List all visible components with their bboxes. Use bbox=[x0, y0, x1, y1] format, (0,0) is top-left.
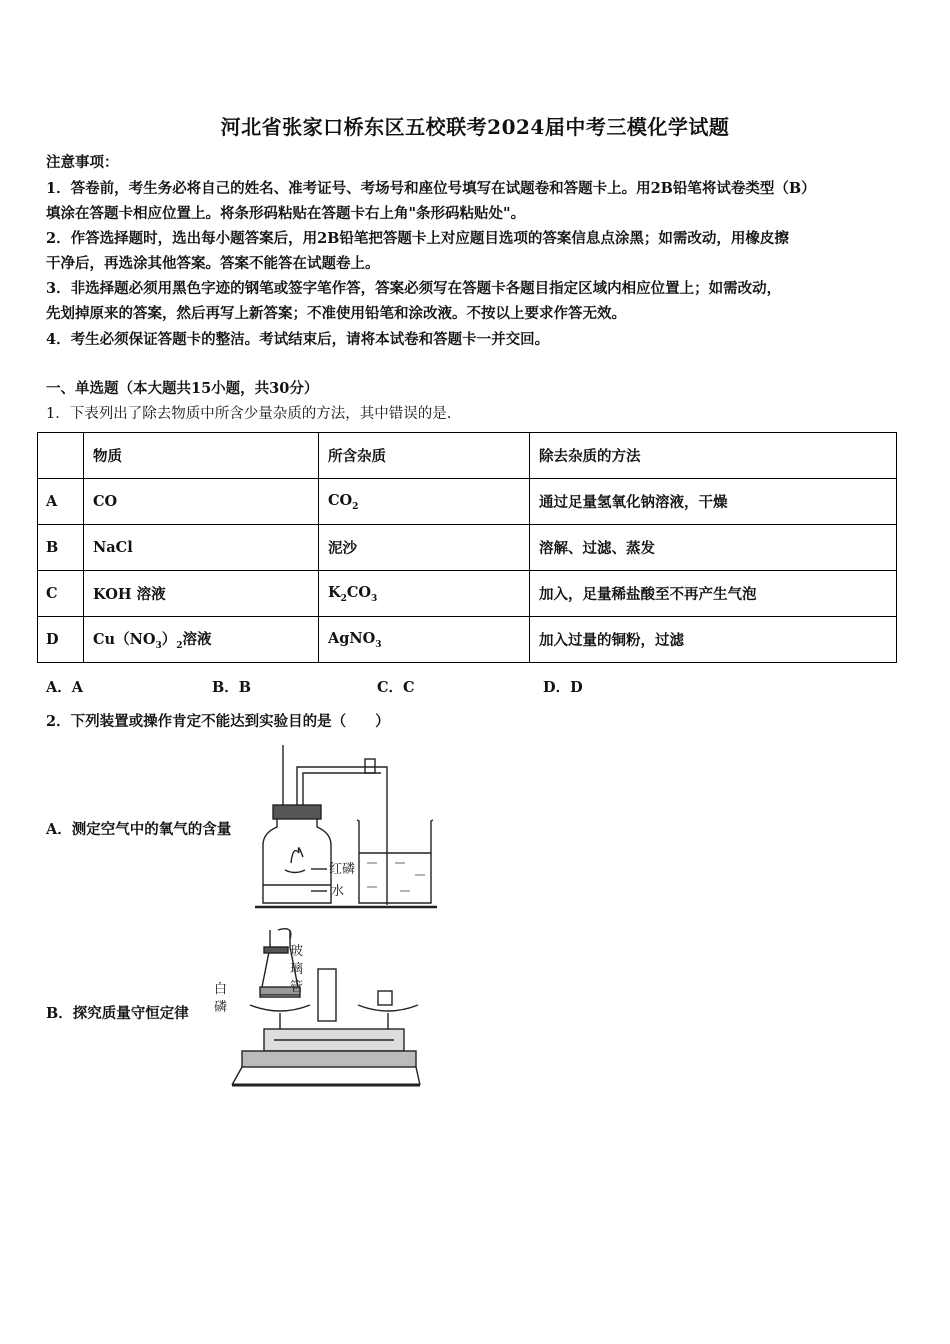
option-b: B．B bbox=[212, 679, 252, 696]
row-method: 加入过量的铜粉，过滤 bbox=[530, 617, 897, 663]
row-substance: $Cu(NO_3)_2$溶液 bbox=[84, 617, 319, 663]
table-header-cell: 物质 bbox=[84, 433, 319, 479]
row-impurity: AgNO$_3$ bbox=[319, 617, 530, 663]
table-header-cell: 所含杂质 bbox=[319, 433, 530, 479]
notice-line: 填涂在答题卡相应位置上。将条形码粘贴在答题卡右上角"条形码粘贴处"。 bbox=[46, 205, 526, 222]
label-glass-2: 璃 bbox=[290, 962, 304, 977]
option-d: D．D bbox=[543, 679, 583, 696]
pointer-column bbox=[318, 969, 336, 1021]
combustion-spoon bbox=[285, 870, 305, 873]
stopper bbox=[273, 805, 321, 819]
glass-tube bbox=[278, 929, 291, 939]
beaker bbox=[357, 820, 433, 903]
left-pan bbox=[250, 1005, 310, 1011]
q2-option-b: B．探究质量守恒定律 bbox=[46, 1005, 189, 1022]
row-label: B bbox=[38, 525, 84, 571]
notice-line: 1．答卷前，考生务必将自己的姓名、准考证号、考场号和座位号填写在试题卷和答题卡上。用2B铅笔将试卷类型（B） bbox=[46, 180, 816, 197]
notice-line: 3．非选择题必须用黑色字迹的钢笔或签字笔作答，答案必须写在答题卡各题目指定区域内相应位置上；如需改动， bbox=[46, 280, 782, 297]
question-1-table bbox=[37, 432, 897, 663]
right-pan bbox=[358, 1005, 418, 1011]
base-legs bbox=[232, 1067, 420, 1085]
option-a: A．A bbox=[46, 679, 84, 696]
row-label: D bbox=[38, 617, 84, 663]
oxygen-apparatus-figure bbox=[255, 745, 445, 910]
question-1-stem: 1．下表列出了除去物质中所含少量杂质的方法，其中错误的是. bbox=[46, 406, 452, 422]
clamp bbox=[365, 759, 375, 773]
row-substance: KOH 溶液 bbox=[84, 571, 319, 617]
label-glass-3: 管 bbox=[290, 980, 304, 995]
row-impurity: $CO_2$ bbox=[319, 479, 530, 525]
row-method: 溶解、过滤、蒸发 bbox=[530, 525, 897, 571]
label-white-1: 白 bbox=[214, 982, 228, 997]
row-impurity: 泥沙 bbox=[319, 525, 530, 571]
notice-line: 4．考生必须保证答题卡的整洁。考试结束后，请将本试卷和答题卡一并交回。 bbox=[46, 331, 550, 348]
notice-line: 先划掉原来的答案，然后再写上新答案；不准使用铅笔和涂改液。不按以上要求作答无效。 bbox=[46, 305, 626, 322]
label-glass-1: 玻 bbox=[290, 944, 304, 959]
weight bbox=[378, 991, 392, 1005]
row-method: 通过足量氢氧化钠溶液，干燥 bbox=[530, 479, 897, 525]
table-row bbox=[38, 571, 897, 617]
balance-base bbox=[242, 1051, 416, 1067]
flask-stopper bbox=[264, 947, 288, 953]
row-label: C bbox=[38, 571, 84, 617]
label-water: 水 bbox=[331, 884, 345, 899]
row-method: 加入，足量稀盐酸至不再产生气泡 bbox=[530, 571, 897, 617]
notice-line: 干净后，再选涂其他答案。答案不能答在试题卷上。 bbox=[46, 255, 380, 272]
row-substance: NaCl bbox=[84, 525, 319, 571]
table-header-row bbox=[38, 433, 897, 479]
section-heading: 一、单选题（本大题共15小题，共30分） bbox=[46, 380, 319, 397]
row-label: A bbox=[38, 479, 84, 525]
row-substance: CO bbox=[84, 479, 319, 525]
table-header-cell: 除去杂质的方法 bbox=[530, 433, 897, 479]
notice-line: 2．作答选择题时，选出每小题答案后，用2B铅笔把答题卡上对应题目选项的答案信息点涂黑；如需改动，用橡皮擦 bbox=[46, 230, 789, 247]
table-row bbox=[38, 617, 897, 663]
page-title: 河北省张家口桥东区五校联考2024届中考三模化学试题 bbox=[220, 115, 730, 139]
notice-heading: 注意事项： bbox=[46, 154, 119, 171]
balance-figure bbox=[212, 925, 422, 1095]
question-2-stem: 2．下列装置或操作肯定不能达到实验目的是（ ） bbox=[46, 713, 390, 730]
q2-option-a: A．测定空气中的氧气的含量 bbox=[46, 821, 232, 838]
label-white-2: 磷 bbox=[214, 1000, 228, 1015]
table-row bbox=[38, 479, 897, 525]
table-row bbox=[38, 525, 897, 571]
option-c: C．C bbox=[377, 679, 415, 696]
table-header-cell bbox=[38, 433, 84, 479]
label-red-phosphorus: 红磷 bbox=[329, 862, 356, 877]
row-impurity: $K_2CO_3$ bbox=[319, 571, 530, 617]
flame bbox=[291, 848, 303, 863]
